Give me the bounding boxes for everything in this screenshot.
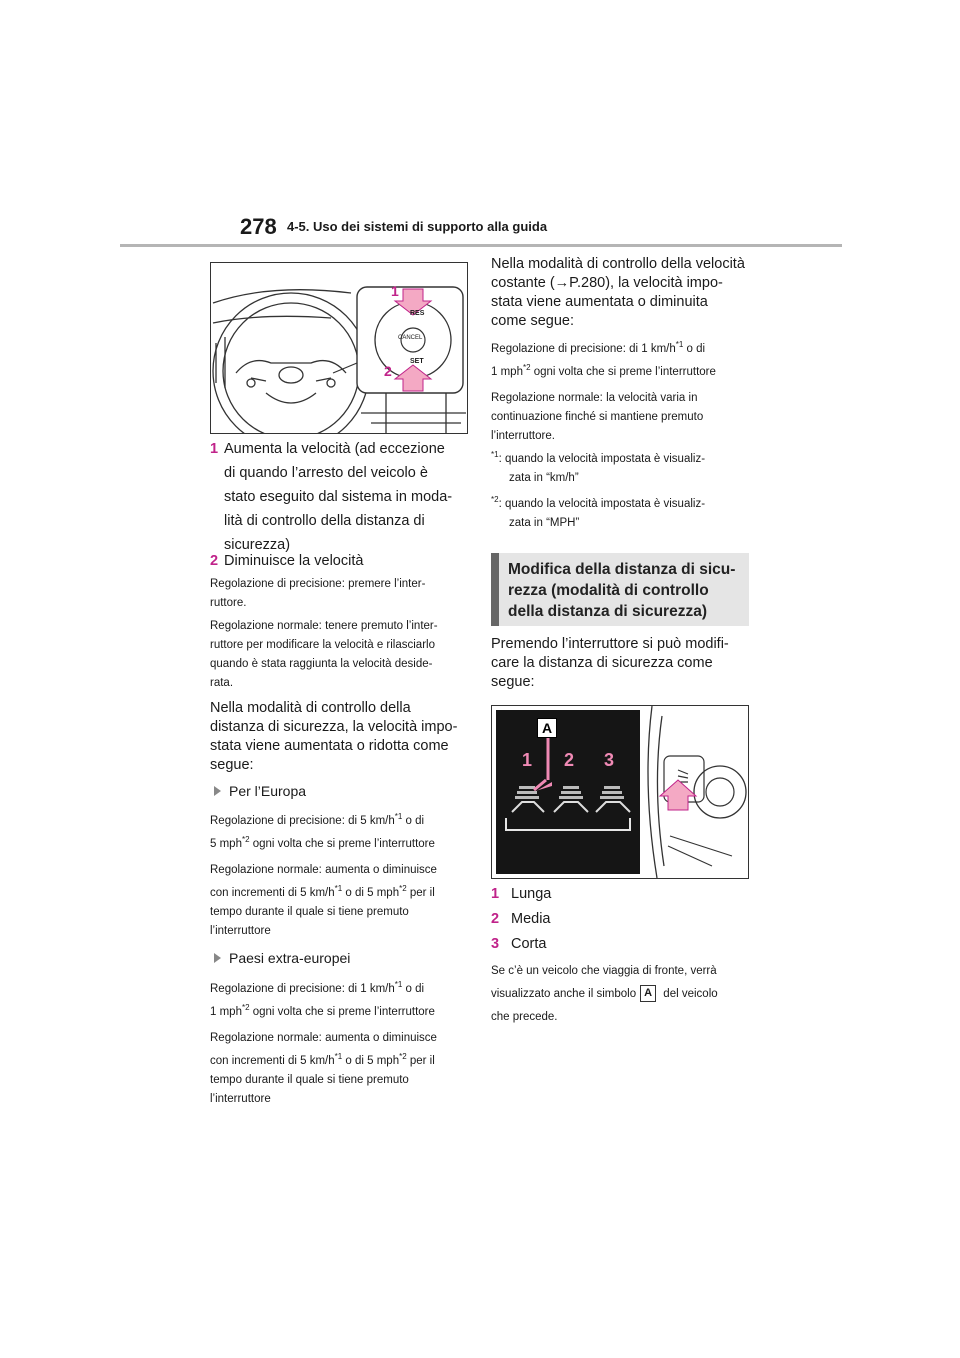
non-europe-heading: Paesi extra-europei [210, 948, 350, 968]
europe-normal-adjust: Regolazione normale: aumenta o diminuisce con incrementi di 5 $km/h^{*1}$ o di 5 mph$^{*2}$ per il tempo durante il quale si tiene premuto l’interruttore [210, 864, 437, 937]
distance-callout-box: Modifica della distanza di sicu- rezza (modalità di controllo della distanza di sicurezza) [491, 553, 749, 626]
distance-number-2: 2 [564, 750, 575, 770]
constant-mode-paragraph: Nella modalità di controllo della velocità costante (→P.280), la velocità impo- stata viene aumentata o diminuita come segue: [491, 256, 745, 329]
fine-adjust-note: Regolazione di precisione: premere l’inter- ruttore. [210, 578, 426, 609]
normal-adjust-note: Regolazione normale: tenere premuto l’inter- ruttore per modificare la velocità e rilasciarlo quando è stata raggiunta la velocità deside- rata. [210, 620, 438, 689]
steering-wheel-illustration [211, 263, 467, 433]
non-europe-fine-adjust: Regolazione di precisione: di 1 $km/h^{*1}$ o di 1 mph$^{*2}$ ogni volta che si preme l’interruttore [210, 980, 435, 1018]
page-number: 278 [240, 214, 277, 239]
change-distance-paragraph: Premendo l’interruttore si può modifi- care la distanza di sicurezza come segue: [491, 636, 729, 690]
footnote-2: $^{*2}$: quando la velocità impostata è visualiz- zata in “MPH” [491, 495, 706, 529]
header-rule [120, 244, 842, 247]
distance-display-illustration [492, 706, 748, 878]
europe-fine-adjust: Regolazione di precisione: di 5 $km/h^{*1}$ o di 5 mph$^{*2}$ ogni volta che si preme l’interruttore [210, 812, 435, 850]
distance-item-long: 1 Lunga [491, 886, 552, 902]
steering-wheel-figure [210, 262, 468, 434]
section-title: 4-5. Uso dei sistemi di supporto alla guida [287, 219, 548, 234]
constant-fine-adjust: Regolazione di precisione: di 1 $km/h^{*1}$ o di 1 mph$^{*2}$ ogni volta che si preme l’interruttore [491, 340, 716, 378]
distance-item-short: 3 Corta [491, 936, 547, 952]
distance-display-figure [491, 705, 749, 879]
triangle-bullet-icon [214, 953, 221, 963]
item-increase-speed: 1 Aumenta la velocità (ad eccezione di quando l’arresto del veicolo è stato eseguito dal sistema in moda- lità di controllo della distanza di sicurezza) [210, 437, 472, 557]
footnote-1: $^{*1}$: quando la velocità impostata è visualiz- zata in “km/h” [491, 450, 706, 484]
cancel-label: CANCEL [398, 335, 423, 341]
distance-mode-paragraph: Nella modalità di controllo della distanza di sicurezza, la velocità impo- stata viene aumentata o ridotta come segue: [210, 700, 458, 773]
res-label: RES [410, 310, 425, 317]
item-decrease-speed: 2 Diminuisce la velocità [210, 549, 363, 573]
europe-heading: Per l’Europa [210, 781, 306, 801]
symbol-a-box: A [640, 985, 656, 1002]
callout-2: 2 [384, 363, 392, 379]
distance-number-1: 1 [522, 750, 533, 770]
distance-number-3: 3 [604, 750, 615, 770]
set-label: SET [410, 358, 424, 365]
symbol-a-label: A [537, 718, 557, 738]
distance-item-medium: 2 Media [491, 911, 551, 927]
callout-1: 1 [391, 283, 399, 299]
constant-normal-adjust: Regolazione normale: la velocità varia in continuazione finché si mantiene premuto l’interruttore. [491, 392, 704, 442]
item-number: 1 [210, 441, 219, 457]
triangle-bullet-icon [214, 786, 221, 796]
non-europe-normal-adjust: Regolazione normale: aumenta o diminuisce con incrementi di 5 $km/h^{*1}$ o di 5 mph$^{*2}$ per il tempo durante il quale si tiene premuto l’interruttore [210, 1032, 437, 1105]
preceding-vehicle-note: Se c’è un veicolo che viaggia di fronte, verrà visualizzato anche il simbolo A del veicolo che precede. [491, 965, 718, 1023]
item-number: 2 [210, 553, 219, 569]
